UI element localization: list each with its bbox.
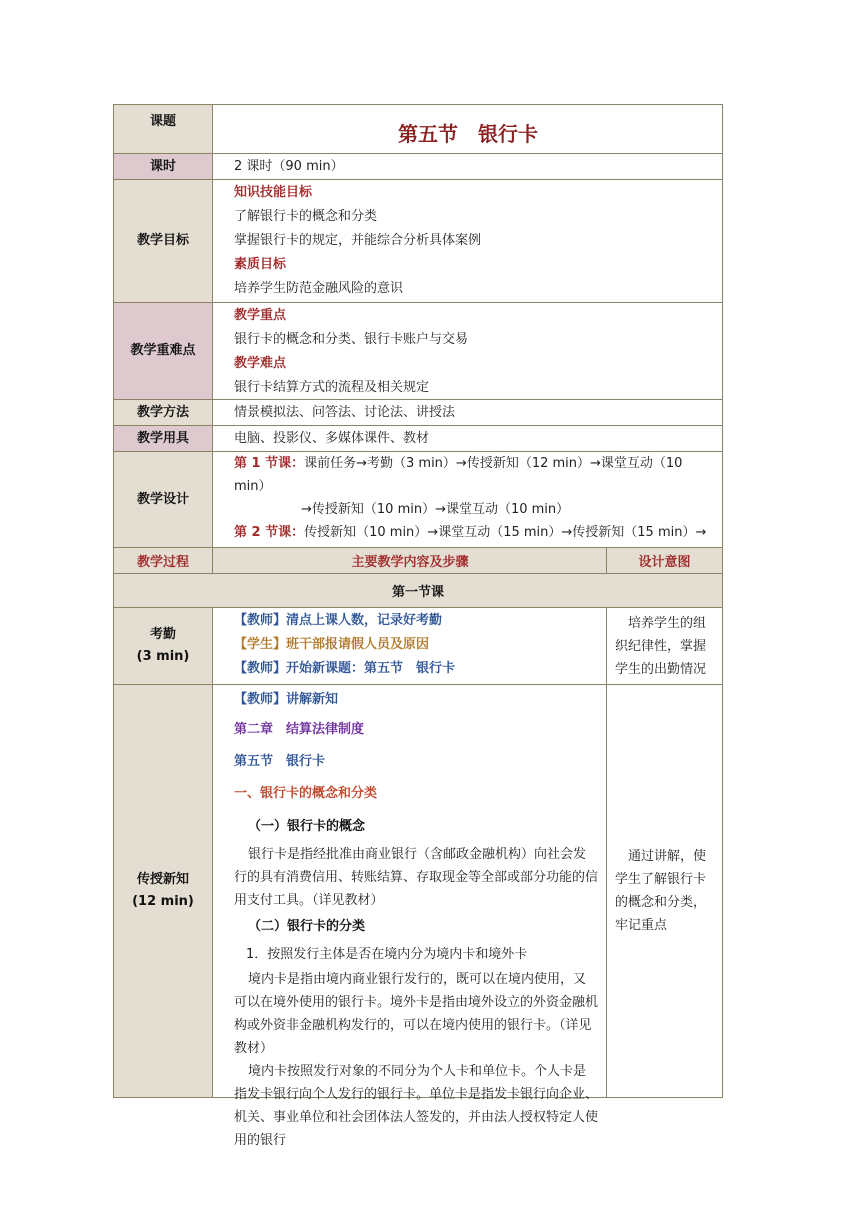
key-points-label: 教学重难点	[114, 303, 213, 399]
attendance-time: (3 min)	[136, 649, 190, 664]
col-content-header: 主要教学内容及步骤	[351, 555, 469, 570]
key-heading: 教学重点	[234, 308, 287, 323]
design-label: 教学设计	[114, 452, 213, 547]
method-label: 教学方法	[114, 400, 213, 425]
new-knowledge-intent-text: 通过讲解，使学生了解银行卡的概念和分类，牢记重点	[615, 849, 707, 933]
difficulty-heading: 教学难点	[234, 356, 287, 371]
new-knowledge-time: (12 min)	[132, 894, 194, 909]
difficulty-text: 银行卡结算方式的流程及相关规定	[234, 380, 430, 395]
section-title-row	[114, 574, 722, 608]
tools-value: 电脑、投影仪、多媒体课件、教材	[234, 431, 430, 446]
topic-label: 课题	[114, 105, 213, 153]
subtopic-heading: （一）银行卡的概念	[248, 819, 366, 834]
section-title: 第一节课	[391, 585, 444, 600]
new-knowledge-intent	[606, 685, 722, 1097]
design-row	[114, 452, 722, 548]
method-value: 情景模拟法、问答法、讨论法、讲授法	[234, 405, 456, 420]
new-knowledge-label-cell	[114, 685, 213, 1097]
objectives-label: 教学目标	[114, 180, 213, 302]
knowledge-item: 掌握银行卡的规定，并能综合分析具体案例	[234, 233, 482, 248]
tools-label: 教学用具	[114, 426, 213, 451]
paragraph: 境内卡是指由境内商业银行发行的，既可以在境内使用，又可以在境外使用的银行卡。境外卡是指由境外设立的外资金融机构或外资非金融机构发行的，可以在境内使用的银行卡。（详见教材）	[234, 972, 599, 1056]
quality-heading: 素质目标	[234, 257, 287, 272]
key-points-row	[114, 303, 722, 400]
list-item: 1．按照发行主体是否在境内分为境内卡和境外卡	[246, 947, 528, 962]
hours-row	[114, 154, 722, 180]
attendance-step: 【学生】班干部报请假人员及原因	[234, 637, 430, 652]
process-header-row	[114, 548, 722, 574]
attendance-row	[114, 608, 722, 685]
attendance-intent	[606, 608, 722, 684]
content-line: 【教师】讲解新知	[234, 692, 339, 707]
attendance-step: 【教师】清点上课人数，记录好考勤	[234, 613, 443, 628]
paragraph: 境内卡按照发行对象的不同分为个人卡和单位卡。个人卡是指发卡银行向个人发行的银行卡。单位卡是指发卡银行向企业、机关、事业单位和社会团体法人签发的，并由法人授权特定人使用的银行	[234, 1064, 599, 1148]
lesson-plan-table	[113, 104, 723, 1148]
quality-item: 培养学生防范金融风险的意识	[234, 281, 404, 296]
attendance-label-cell	[114, 608, 213, 684]
topic-row	[114, 105, 722, 154]
lesson2-line1: 传授新知（10 min）→课堂互动（15 min）→传授新知（15 min）→	[304, 525, 707, 540]
hours-label: 课时	[114, 154, 213, 179]
lesson1-line2: →传授新知（10 min）→课堂互动（10 min）	[301, 502, 570, 517]
topic-heading: 一、银行卡的概念和分类	[234, 786, 378, 801]
objectives-row	[114, 180, 722, 303]
knowledge-heading: 知识技能目标	[234, 185, 313, 200]
subtopic-heading: （二）银行卡的分类	[248, 919, 366, 934]
tools-row	[114, 426, 722, 452]
attendance-intent-text: 培养学生的组织纪律性，掌握学生的出勤情况	[615, 615, 707, 677]
new-knowledge-row	[114, 685, 722, 1148]
new-knowledge-label: 传授新知	[136, 872, 189, 887]
lesson2-label: 第 2 节课：	[234, 525, 305, 540]
key-text: 银行卡的概念和分类、银行卡账户与交易	[234, 332, 469, 347]
lesson1-label: 第 1 节课：	[234, 456, 305, 471]
hours-value: 2 课时（90 min）	[234, 159, 344, 174]
col-process-header: 教学过程	[114, 548, 213, 573]
attendance-label: 考勤	[149, 627, 176, 642]
paragraph: 银行卡是指经批准由商业银行（含邮政金融机构）向社会发行的具有消费信用、转账结算、存取现金等全部或部分功能的信用支付工具。（详见教材）	[234, 847, 599, 908]
col-intent-header: 设计意图	[606, 548, 722, 573]
method-row	[114, 400, 722, 426]
lesson1-line1: 课前任务→考勤（3 min）→传授新知（12 min）→课堂互动（10 min）	[234, 456, 683, 494]
knowledge-item: 了解银行卡的概念和分类	[234, 209, 378, 224]
chapter-heading: 第二章 结算法律制度	[234, 722, 365, 737]
section-heading: 第五节 银行卡	[234, 754, 326, 769]
page-title: 第五节 银行卡	[398, 122, 538, 146]
attendance-step: 【教师】开始新课题：第五节 银行卡	[234, 661, 456, 676]
